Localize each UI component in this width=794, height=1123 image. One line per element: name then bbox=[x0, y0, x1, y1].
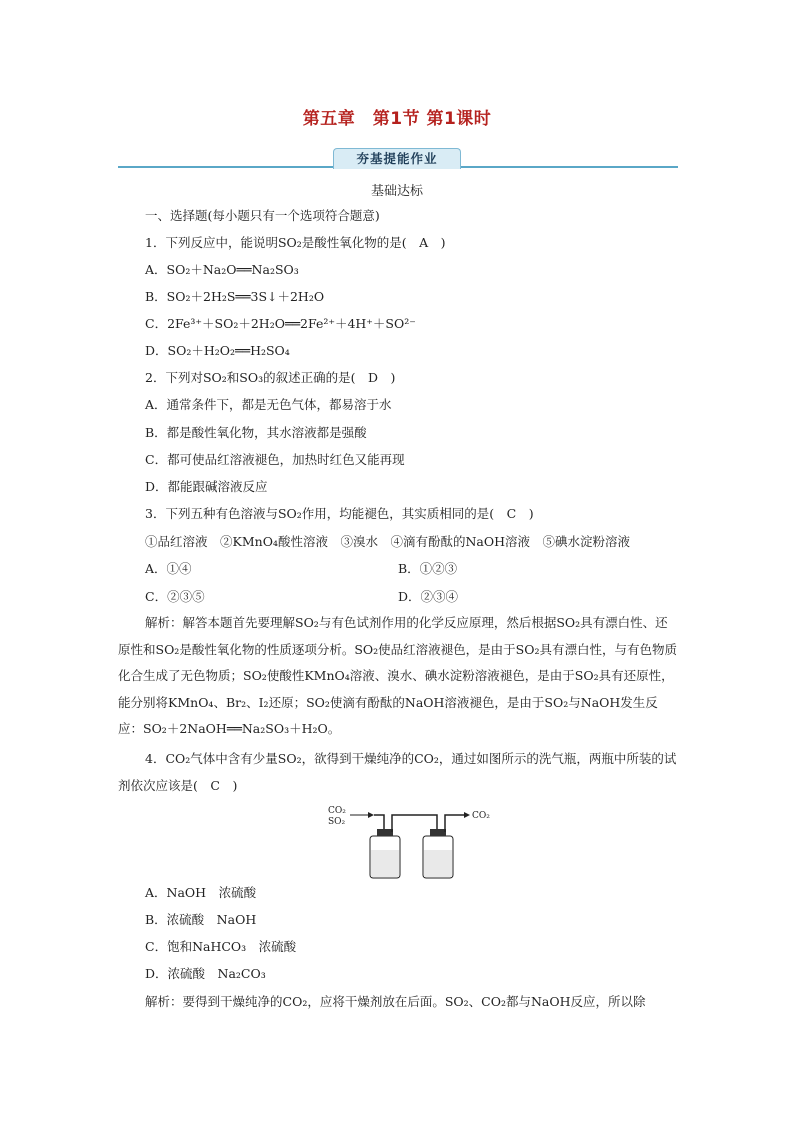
question-2-stem: 2．下列对SO₂和SO₃的叙述正确的是( D ) bbox=[145, 370, 396, 385]
bottle-2-liquid bbox=[424, 850, 452, 877]
question-1-option-b: B．SO₂＋2H₂S══3S↓＋2H₂O bbox=[145, 289, 325, 304]
question-4-option-d: D．浓硫酸 Na₂CO₃ bbox=[145, 966, 266, 981]
question-1-option-a: A．SO₂＋Na₂O══Na₂SO₃ bbox=[145, 262, 299, 277]
subtitle: 基础达标 bbox=[370, 184, 423, 199]
question-4-option-b: B．浓硫酸 NaOH bbox=[145, 912, 257, 927]
section-heading: 一、选择题(每小题只有一个选项符合题意) bbox=[145, 208, 380, 223]
outlet-tube bbox=[445, 815, 464, 832]
question-4-stem bbox=[118, 746, 678, 799]
bottle-1-liquid bbox=[371, 850, 399, 877]
question-3-option-b: B．①②③ bbox=[398, 561, 458, 576]
question-3-stem: 3．下列五种有色溶液与SO₂作用，均能褪色，其实质相同的是( C ) bbox=[145, 506, 534, 521]
question-4-analysis: 解析：要得到干燥纯净的CO₂，应将干燥剂放在后面。SO₂、CO₂都与NaOH反应，所以除 bbox=[145, 994, 646, 1009]
question-4-option-c: C．饱和NaHCO₃ 浓硫酸 bbox=[145, 939, 297, 954]
diagram-output-label-co2: CO₂ bbox=[472, 811, 490, 821]
question-3-analysis bbox=[118, 610, 678, 743]
question-4-option-a: A．NaOH 浓硫酸 bbox=[145, 885, 257, 900]
gas-washing-bottles-diagram bbox=[322, 802, 502, 882]
section-banner: 夯基提能作业 bbox=[333, 148, 461, 169]
question-1-option-c: C．2Fe³⁺＋SO₂＋2H₂O══2Fe²⁺＋4H⁺＋SO²⁻ bbox=[145, 316, 416, 331]
diagram-input-label-so2: SO₂ bbox=[328, 817, 346, 827]
question-2-option-d: D．都能跟碱溶液反应 bbox=[145, 479, 268, 494]
bottle-2-stopper bbox=[430, 829, 446, 836]
question-3-option-d: D．②③④ bbox=[398, 589, 459, 604]
question-3-option-a: A．①④ bbox=[145, 561, 192, 576]
diagram-input-label-co2: CO₂ bbox=[328, 806, 346, 816]
page-title: 第五章 第1节 第1课时 bbox=[302, 109, 492, 129]
question-3-option-c: C．②③⑤ bbox=[145, 589, 205, 604]
question-2-option-a: A．通常条件下，都是无色气体，都易溶于水 bbox=[145, 397, 392, 412]
outlet-arrowhead bbox=[464, 812, 470, 818]
question-2-option-b: B．都是酸性氧化物，其水溶液都是强酸 bbox=[145, 425, 367, 440]
inlet-arrowhead bbox=[368, 812, 374, 818]
question-1-stem: 1．下列反应中，能说明SO₂是酸性氧化物的是( A ) bbox=[145, 235, 446, 250]
question-3-analysis-text: 解析：解答本题首先要理解SO₂与有色试剂作用的化学反应原理，然后根据SO₂具有漂白性、还原性和SO₂是酸性氧化物的性质逐项分析。SO₂使品红溶液褪色，是由于SO₂具有漂白性，与有色物质化合生成了无色物质；SO₂使酸性KMnO₄溶液、溴水、碘水淀粉溶液褪色，是由于SO₂具有还原性，能分别将KMnO₄、Br₂、I₂还原；SO₂使滴有酚酞的NaOH溶液褪色，是由于SO₂与NaOH发生反应：SO₂＋2NaOH══Na₂SO₃＋H₂O。 bbox=[118, 615, 677, 737]
question-1-option-d: D．SO₂＋H₂O₂══H₂SO₄ bbox=[145, 343, 290, 358]
question-2-option-c: C．都可使品红溶液褪色，加热时红色又能再现 bbox=[145, 452, 405, 467]
question-3-items: ①品红溶液 ②KMnO₄酸性溶液 ③溴水 ④滴有酚酞的NaOH溶液 ⑤碘水淀粉溶液 bbox=[145, 534, 630, 549]
question-4-stem-text: 4．CO₂气体中含有少量SO₂，欲得到干燥纯净的CO₂，通过如图所示的洗气瓶，两瓶中所装的试剂依次应该是( C ) bbox=[118, 751, 677, 793]
bottle-1-stopper bbox=[377, 829, 393, 836]
